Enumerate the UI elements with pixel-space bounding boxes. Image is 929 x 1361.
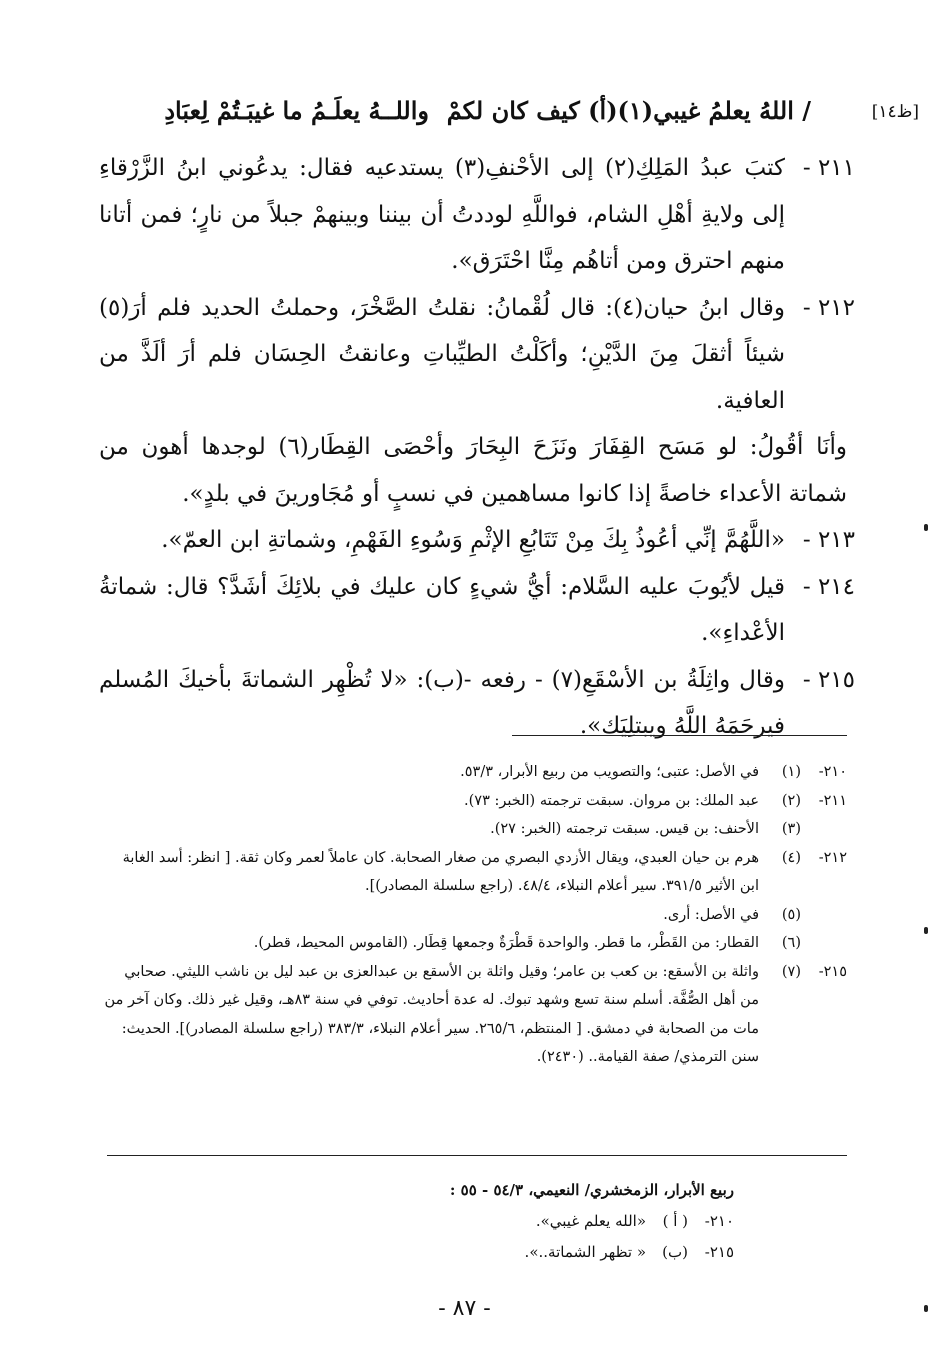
entry-text: وقال ابنُ حيان(٤): قال لُقْمانُ: نقلتُ الصَّخْرَ، وحملتُ الحديد فلم أرَ(٥) شيئاً أثقلَ مِنَ الدَّيْنِ؛ وأكَلْتُ الطيِّباتِ وعانقتُ الحِسَان فلم أرَ ألَذَّ من العافية. (99, 294, 785, 414)
entry-text: قيل لأيُوبَ عليه السَّلام: أيُّ شيءٍ كان عليك في بلائِكَ أشَدَّ؟ قال: شماتةُ الأعْداءِ». (99, 573, 785, 646)
main-text (99, 145, 855, 750)
source-note-b: ٢١٥- (ب) « تظهر الشماتة..». (524, 1243, 734, 1261)
entry-text: «اللَّهُمَّ إنِّي أعُوذُ بِكَ مِنْ تَتَابُعِ الإثْمِ وَسُوءِ الفَهْمِ، وشماتةِ ابن العمّ». (161, 527, 785, 553)
folio-tag: [ظ١٤] (871, 102, 919, 122)
poem-hemistich-second: واللــهُ يعلَـمُ ما غيبَـتُمْ لِعبَادِ (164, 96, 429, 125)
source-divider (107, 1155, 847, 1156)
scan-mark (924, 1305, 928, 1312)
footnotes (102, 758, 847, 1072)
source-notes (174, 1175, 734, 1268)
footnote-divider (512, 735, 847, 736)
scan-mark (924, 927, 928, 934)
poem-header (79, 92, 919, 140)
footnote-7: ٢١٥- (٧) واثلة بن الأسقع: بن كعب بن عامر؛ وقيل واثلة بن الأسقع بن عبدالعزى بن عبد ليل بن ناشب الليثي. صحابي من أهل الصُّفَّة. أسلم سنة تسع وشهد تبوك. له عدة أحاديث. توفي في سنة ٨٣هـ، وقيل غير ذلك. وكان آخر من مات من الصحابة في دمشق. [ المنتظم، ٢٦٥/٦. سير أعلام النبلاء، ٣٨٣/٣ (راجع سلسلة المصادر)]. الحديث: سنن الترمذي/ صفة القيامة.. (٢٤٣٠). (104, 963, 847, 1065)
entry-number: ٢١٢ - (802, 294, 855, 321)
footnote-5: (٥) في الأصل: أرى. (663, 906, 801, 923)
source-note-a: ٢١٠- ( أ ) «الله يعلم غيبي». (535, 1212, 734, 1230)
entry-text: وقال واثِلَةُ بن الأسْقَعِ(٧) - رفعه -(ب): «لا تُظْهِر الشماتةَ بأخيكَ المُسلم فيرحَمَهُ اللَّهُ ويبتلِيَك». (99, 666, 785, 739)
entry-213 (99, 517, 855, 564)
footnote-1: ٢١٠- (١) في الأصل: عتبى؛ والتصويب من ربيع الأبرار، ٥٣/٣. (460, 764, 847, 780)
entry-number: ٢١٥ - (802, 666, 855, 693)
source-title: ربيع الأبرار، الزمخشري/ النعيمي، ٥٤/٣ - ٥٥ : (449, 1181, 734, 1199)
entry-text: كتبَ عبدُ المَلِكِ(٢) إلى الأحْنفِ(٣) يستدعيه فقال: يدعُوني ابنُ الزَّرْقاءِ إلى ولايةِ أهْلِ الشام، فواللَّهِ لوددتُ أن بيننا وبينهمْ جبلاً من نارٍ؛ فمن أتانا منهم احترق ومن أتاهُم مِنَّا احْتَرَق». (99, 155, 785, 274)
entry-number: ٢١٤ - (802, 573, 855, 600)
footnote-6: (٦) القطار: من القَطْر، ما قطر. والواحدة قَطْرَةٌ وجمعها قِطَار. (القاموس المحيط، قطر). (253, 935, 801, 951)
page-number: - ٨٧ - (438, 1296, 491, 1321)
entry-number: ٢١٣ - (802, 527, 855, 553)
poem-hemistich-first: / اللهُ يعلمُ غيبي(١)(أ) كيف كان لكمْ (446, 96, 811, 125)
entry-214 (99, 564, 855, 657)
entry-number: ٢١١ - (802, 155, 855, 181)
footnote-4: ٢١٢- (٤) هرم بن حيان العبدي، ويقال الأزدي البصري من صغار الصحابة. كان عاملاً لعمر وكان ثقة. [ انظر: أسد الغابة ابن الأثير ٣٩١/٥. سير أعلام النبلاء، ٤٨/٤. (راجع سلسلة المصادر)]. (122, 849, 847, 894)
footnote-2: ٢١١- (٢) عبد الملك: بن مروان. سبقت ترجمته (الخبر: ٧٣). (464, 792, 847, 809)
entry-text: وأنَا أقُولُ: لو مَسَح القِفَارَ ونَزَحَ البِحَارَ وأحْصَى القِطَار(٦) لوجدها أهون من شماتة الأعداء خاصةً إذا كانوا مساهمين في نسبٍ أو مُجَاورينَ في بلدٍ». (99, 434, 847, 507)
entry-211 (99, 145, 855, 285)
entry-212-comment (99, 424, 847, 517)
entry-212 (99, 285, 855, 425)
footnote-3: (٣) الأحنف: بن قيس. سبقت ترجمته (الخبر: ٢٧). (490, 821, 801, 837)
scan-mark (924, 524, 928, 531)
